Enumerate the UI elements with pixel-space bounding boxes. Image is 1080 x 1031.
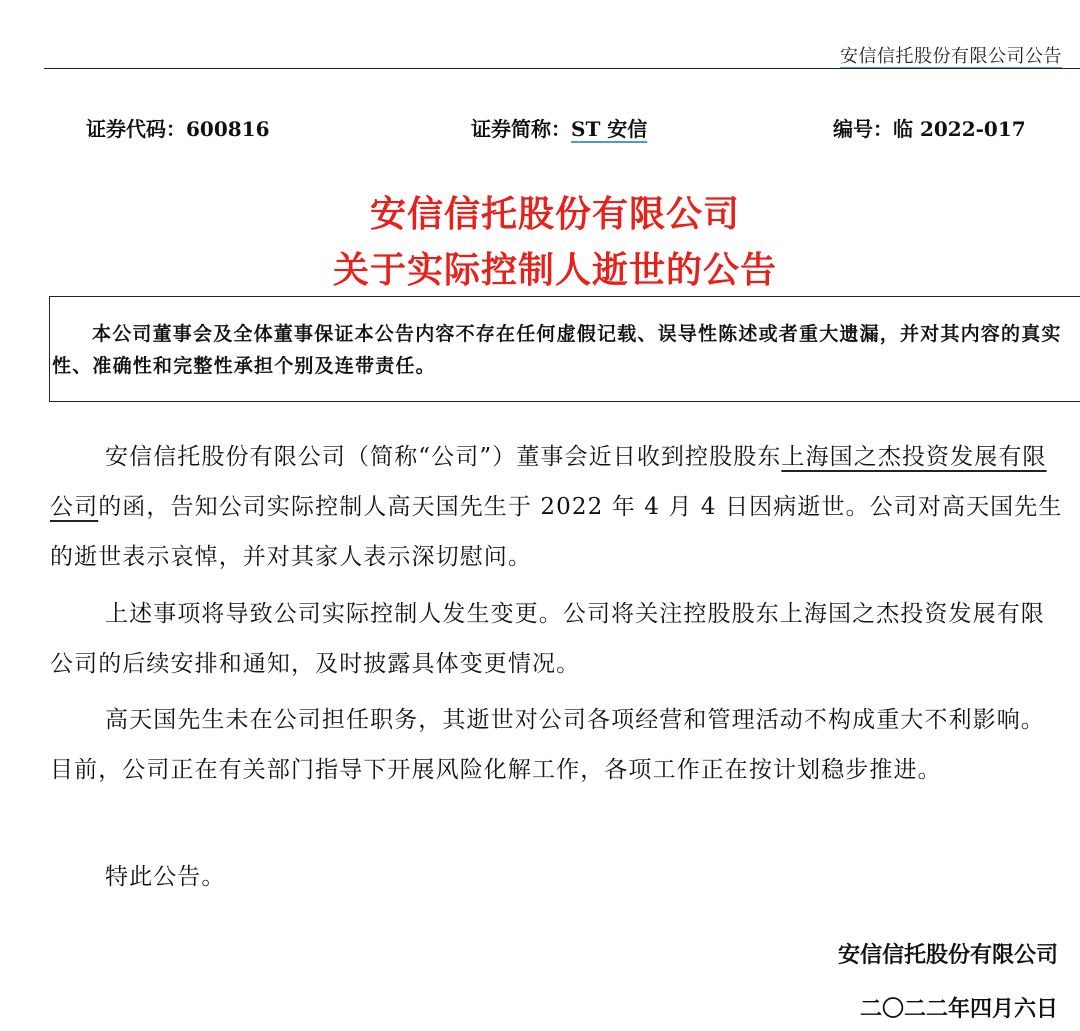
announcement-number-value: 临 2022-017: [893, 117, 1026, 141]
header-divider: [44, 68, 1080, 69]
securities-abbreviation: [471, 113, 647, 142]
body-paragraph-3: 高天国先生未在公司担任职务，其逝世对公司各项经营和管理活动不构成重大不利影响。目前，公司正在有关部门指导下开展风险化解工作，各项工作正在按计划稳步推进。: [50, 707, 1045, 783]
header-company-name: 安信信托股份有限公司公告: [840, 46, 1062, 67]
body-paragraph-closing: 特此公告。: [105, 864, 226, 890]
signature-company: 安信信托股份有限公司: [837, 942, 1058, 968]
body-paragraph-2: 上述事项将导致公司实际控制人发生变更。公司将关注控股股东上海国之杰投资发展有限公司的后续安排和通知，及时披露具体变更情况。: [50, 601, 1045, 677]
securities-info-row: [0, 113, 1080, 143]
document-title-company: 安信信托股份有限公司: [369, 194, 740, 235]
announcement-number: [833, 113, 1026, 142]
disclaimer-text: 本公司董事会及全体董事保证本公告内容不存在任何虚假记载、误导性陈述或者重大遗漏，并对其内容的真实性、准确性和完整性承担个别及连带责任。: [52, 323, 1062, 377]
securities-code-value: 600816: [186, 117, 270, 141]
announcement-number-label: 编号：: [833, 117, 893, 141]
signature-date: 二〇二二年四月六日: [859, 996, 1058, 1022]
securities-abbreviation-label: 证券简称：: [471, 117, 571, 141]
paragraph-1-rest: 的函，告知公司实际控制人高天国先生于 2022 年 4 月 4 日因病逝世。公司对高天国先生的逝世表示哀悼，并对其家人表示深切慰问。: [50, 494, 1063, 570]
controlling-shareholder-link[interactable]: 上海国之杰投资发展有限公司: [50, 444, 1047, 520]
body-paragraph-1: [50, 432, 1066, 582]
paragraph-1-intro: 安信信托股份有限公司（简称“公司”）董事会近日收到控股股东: [105, 444, 782, 470]
securities-abbreviation-value: ST 安信: [571, 117, 648, 141]
securities-code: [86, 113, 270, 142]
document-title-subject: 关于实际控制人逝世的公告: [332, 250, 777, 291]
securities-code-label: 证券代码：: [86, 117, 186, 141]
